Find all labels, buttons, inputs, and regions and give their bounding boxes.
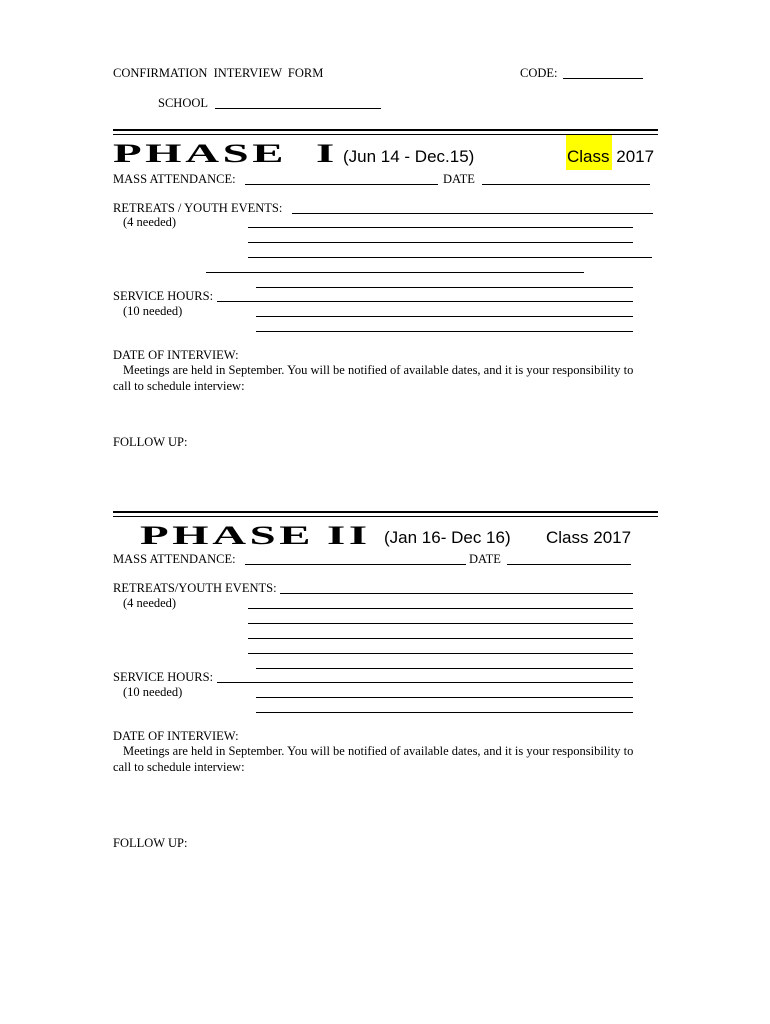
retreats-field[interactable] bbox=[292, 213, 653, 214]
school-field[interactable] bbox=[215, 108, 381, 109]
interview-note-line: Meetings are held in September. You will be notified of available dates, and it is your responsibility to bbox=[123, 363, 634, 377]
interview-date-label: DATE OF INTERVIEW: bbox=[113, 348, 239, 362]
retreats-field[interactable] bbox=[248, 623, 633, 624]
service-hours-field[interactable] bbox=[256, 697, 633, 698]
interview-note-line: call to schedule interview: bbox=[113, 760, 245, 774]
code-field[interactable] bbox=[563, 78, 643, 79]
code-label: CODE: bbox=[520, 66, 558, 80]
service-hours-needed-note: (10 needed) bbox=[123, 304, 183, 318]
class-year-block bbox=[566, 147, 654, 167]
mass-attendance-label: MASS ATTENDANCE: bbox=[113, 172, 236, 186]
school-label: SCHOOL bbox=[158, 96, 209, 110]
mass-attendance-field[interactable] bbox=[245, 564, 466, 565]
retreats-field[interactable] bbox=[248, 242, 633, 243]
service-hours-label: SERVICE HOURS: bbox=[113, 670, 214, 684]
phase-title: PHASE bbox=[140, 521, 315, 550]
retreats-field[interactable] bbox=[206, 272, 584, 273]
form-title: CONFIRMATION INTERVIEW FORM bbox=[113, 66, 324, 80]
section-divider bbox=[113, 511, 658, 513]
section-divider bbox=[113, 129, 658, 131]
phase-dates: (Jan 16- Dec 16) bbox=[384, 528, 511, 547]
retreats-label: RETREATS/YOUTH EVENTS: bbox=[113, 581, 277, 595]
class-year: 2017 bbox=[593, 528, 632, 547]
follow-up-label: FOLLOW UP: bbox=[113, 836, 188, 850]
phase-title: PHASE bbox=[113, 139, 288, 168]
date-label: DATE bbox=[443, 172, 475, 186]
retreats-field[interactable] bbox=[248, 638, 633, 639]
interview-note-line: call to schedule interview: bbox=[113, 379, 245, 393]
retreats-field[interactable] bbox=[256, 668, 633, 669]
interview-note-line: Meetings are held in September. You will be notified of available dates, and it is your responsibility to bbox=[123, 744, 634, 758]
service-hours-needed-note: (10 needed) bbox=[123, 685, 183, 699]
retreats-field[interactable] bbox=[248, 227, 633, 228]
phase-numeral: I bbox=[316, 139, 338, 168]
class-label: Class bbox=[546, 528, 589, 547]
service-hours-field[interactable] bbox=[217, 301, 633, 302]
phase-numeral: II bbox=[327, 521, 371, 550]
follow-up-label: FOLLOW UP: bbox=[113, 435, 188, 449]
section-divider bbox=[113, 516, 658, 517]
retreats-field[interactable] bbox=[280, 593, 633, 594]
service-hours-label: SERVICE HOURS: bbox=[113, 289, 214, 303]
retreats-field[interactable] bbox=[248, 653, 633, 654]
retreats-field[interactable] bbox=[256, 287, 633, 288]
mass-attendance-label: MASS ATTENDANCE: bbox=[113, 552, 236, 566]
mass-attendance-field[interactable] bbox=[245, 184, 438, 185]
phase-dates: (Jun 14 - Dec.15) bbox=[343, 147, 475, 166]
service-hours-field[interactable] bbox=[256, 712, 633, 713]
service-hours-field[interactable] bbox=[217, 682, 633, 683]
class-year-block bbox=[546, 528, 631, 548]
retreats-needed-note: (4 needed) bbox=[123, 596, 177, 610]
service-hours-field[interactable] bbox=[256, 331, 633, 332]
date-field[interactable] bbox=[482, 184, 650, 185]
date-field[interactable] bbox=[507, 564, 631, 565]
retreats-field[interactable] bbox=[248, 608, 633, 609]
class-label: Class bbox=[566, 135, 612, 170]
service-hours-field[interactable] bbox=[256, 316, 633, 317]
retreats-needed-note: (4 needed) bbox=[123, 215, 177, 229]
date-label: DATE bbox=[469, 552, 501, 566]
interview-date-label: DATE OF INTERVIEW: bbox=[113, 729, 239, 743]
retreats-label: RETREATS / YOUTH EVENTS: bbox=[113, 201, 283, 215]
class-year: 2017 bbox=[616, 147, 655, 166]
retreats-field[interactable] bbox=[248, 257, 652, 258]
